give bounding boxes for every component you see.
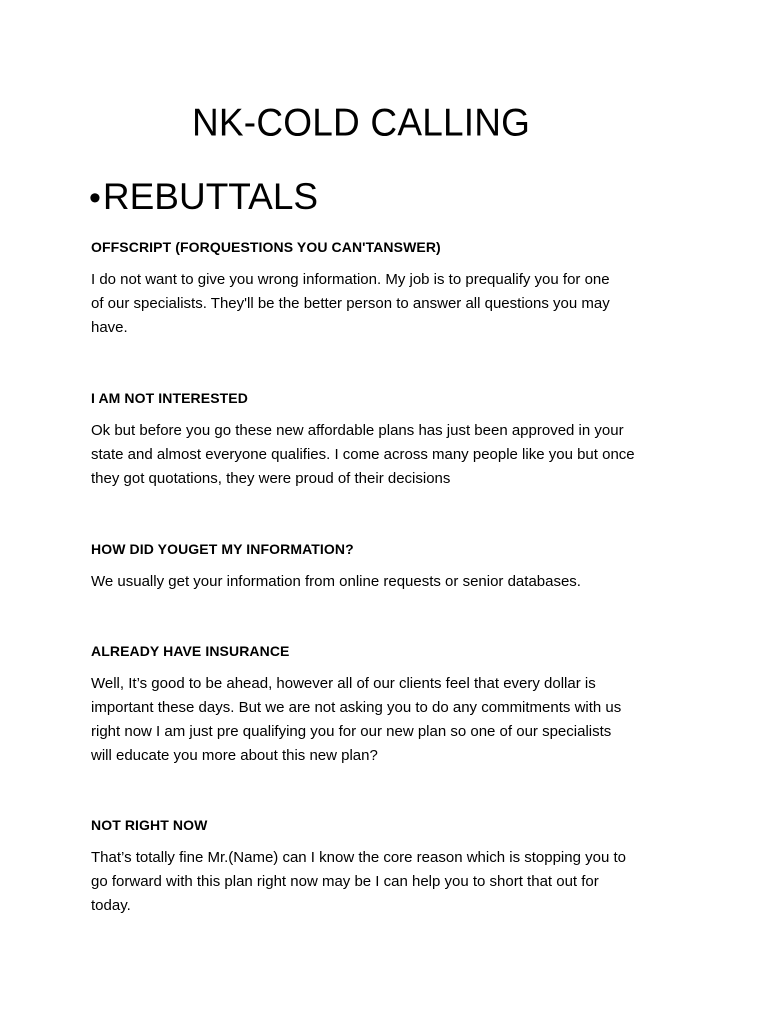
- rebuttal-body: Ok but before you go these new affordable plans has just been approved in your state and almost everyone qualifies. I come across many people like you but once they got quotations, they were proud of their decisions: [91, 422, 635, 487]
- rebuttal-body: We usually get your information from online requests or senior databases.: [91, 573, 581, 590]
- document-title: NK-COLD CALLING: [192, 100, 531, 145]
- rebuttal-body: Well, It’s good to be ahead, however all of our clients feel that every dollar is important these days. But we are not asking you to do any commitments with us right now I am just pre qualifying you for our new plan so one of our specialists will educate you more about this new plan?: [91, 675, 622, 764]
- rebuttal-heading: ALREADY HAVE INSURANCE: [91, 643, 290, 659]
- rebuttal-heading: NOT RIGHT NOW: [91, 817, 208, 833]
- rebuttal-heading: OFFSCRIPT (FORQUESTIONS YOU CAN'TANSWER): [91, 239, 441, 255]
- section-title: [89, 172, 318, 223]
- bullet-icon: •: [89, 179, 101, 217]
- section-title-text: REBUTTALS: [102, 176, 319, 217]
- rebuttal-not-interested: [91, 389, 681, 491]
- rebuttal-body: That’s totally fine Mr.(Name) can I know the core reason which is stopping you to go forward with this plan right now may be I can help you to short that out for today.: [91, 849, 626, 914]
- rebuttal-heading: I AM NOT INTERESTED: [91, 390, 248, 406]
- rebuttal-not-right-now: [91, 816, 681, 918]
- rebuttal-body: I do not want to give you wrong information. My job is to prequalify you for one of our specialists. They'll be the better person to answer all questions you may have.: [91, 271, 610, 336]
- rebuttal-already-insured: [91, 642, 681, 768]
- rebuttal-offscript: [91, 238, 681, 340]
- rebuttal-how-information: [91, 540, 681, 594]
- rebuttal-heading: HOW DID YOUGET MY INFORMATION?: [91, 541, 354, 557]
